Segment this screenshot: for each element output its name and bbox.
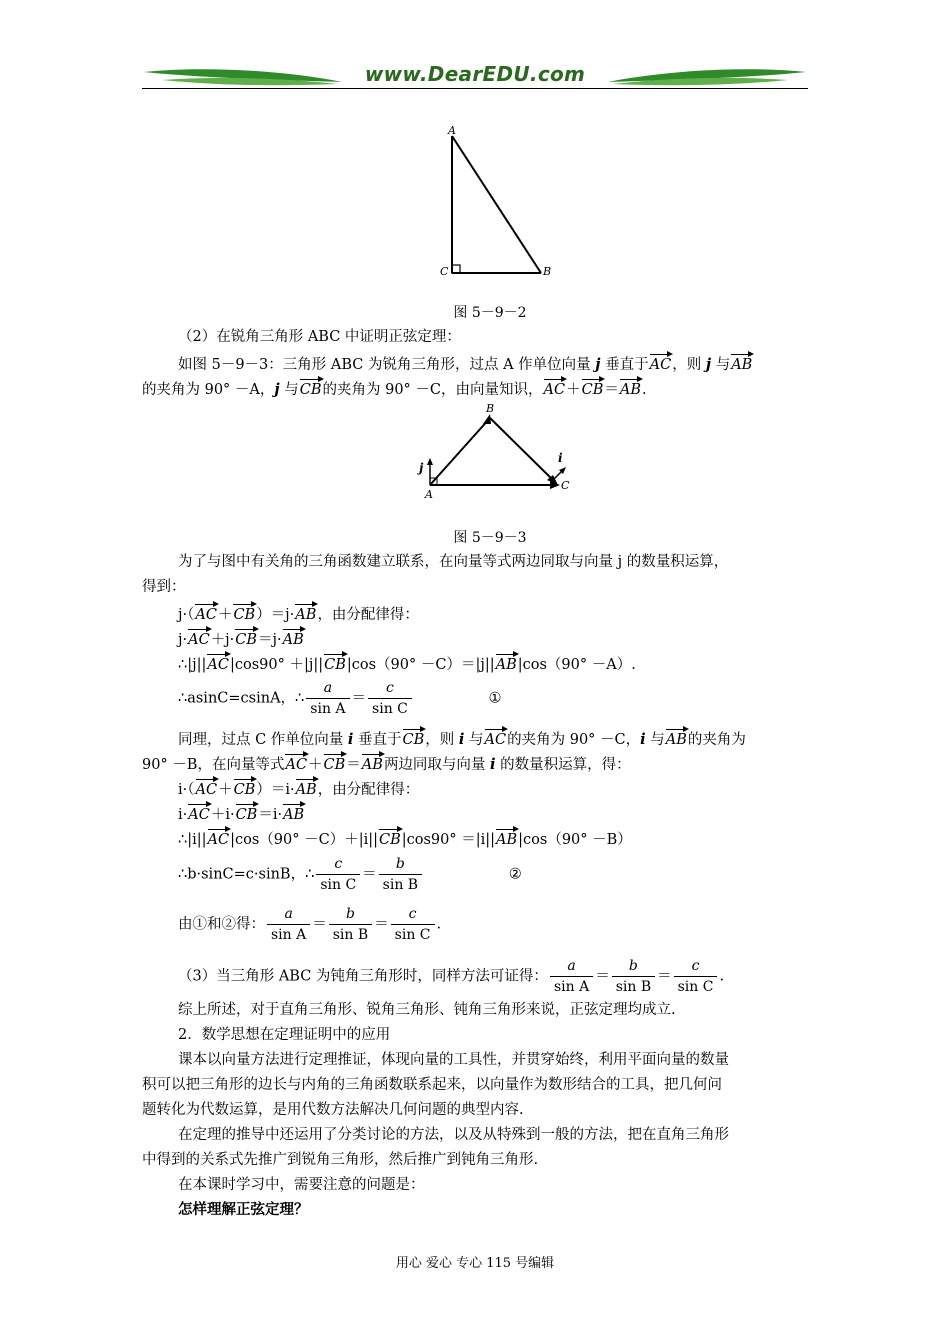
equation-line: i·AC＋i·CB＝i·AB [178, 802, 305, 825]
figure-1-caption: 图 5－9－2 [453, 305, 527, 321]
equation-line: ∴asinC=csinA，∴ $\frac{a}{\text{sin A}}$ ＝ $\frac{c}{\text{sin C}}$ ① [178, 680, 502, 717]
side-AB [452, 136, 541, 273]
arrow-head-j [427, 458, 433, 465]
vector-i-label: i [558, 451, 563, 465]
equation-line: （3）当三角形 ABC 为钝角三角形时，同样方法可证得： $\frac{a}{\text{sin A}}$ ＝ $\frac{b}{\text{sin B}}$ ＝ $\frac{c}{\text{sin C}}$ . [178, 958, 725, 995]
question-heading: 怎样理解正弦定理？ [178, 1201, 309, 1218]
equation-line: j·（AC＋CB）＝j·AB，由分配律得： [178, 602, 419, 625]
para-line: 得到： [142, 579, 186, 595]
equation-line: 由①和②得： $\frac{a}{\text{sin A}}$ ＝ $\frac{b}{\text{sin B}}$ ＝ $\frac{c}{\text{sin C}}$ . [178, 906, 442, 943]
para-line: 中得到的关系式先推广到锐角三角形，然后推广到钝角三角形. [142, 1152, 539, 1168]
para-line: 在本课时学习中，需要注意的问题是： [178, 1177, 425, 1193]
para-acute-heading: （2）在锐角三角形 ABC 中证明正弦定理： [178, 329, 461, 345]
vector-AB [430, 418, 490, 485]
section-heading: 2．数学思想在定理证明中的应用 [178, 1027, 391, 1043]
vector-j-label: j [419, 461, 424, 475]
figure-acute-triangle [415, 400, 585, 505]
para-line: 的夹角为 90° －A，j 与CB的夹角为 90° －C，由向量知识，AC＋CB＝AB. [142, 377, 647, 400]
vertex-B-label: B [543, 265, 552, 278]
para-line: 积可以把三角形的边长与内角的三角函数联系起来，以向量作为数形结合的工具，把几何问 [142, 1077, 722, 1093]
figure-2-caption: 图 5－9－3 [453, 530, 527, 546]
para-line: 如图 5－9－3：三角形 ABC 为锐角三角形，过点 A 作单位向量 j 垂直于AC，则 j 与AB [178, 352, 753, 375]
para-line: 在定理的推导中还运用了分类讨论的方法，以及从特殊到一般的方法，把在直角三角形 [178, 1127, 729, 1143]
equation-line: ∴b·sinC=c·sinB，∴ $\frac{c}{\text{sin C}}$ ＝ $\frac{b}{\text{sin B}}$ ② [178, 856, 522, 893]
para-line: 同理，过点 C 作单位向量 i 垂直于CB，则 i 与AC的夹角为 90° －C，i 与AB的夹角为 [178, 727, 746, 750]
vertex-C-label: C [561, 479, 570, 492]
equation-line: ∴|i||AC|cos（90° －C）＋|i||CB|cos90° ＝|i||AB|cos（90° －B） [178, 827, 632, 850]
vertex-A-label: A [448, 124, 456, 137]
para-line: 为了与图中有关角的三角函数建立联系，在向量等式两边同取与向量 j 的数量积运算， [178, 554, 729, 570]
site-logo-text: www.DearEDU.com [364, 62, 586, 86]
para-line: 课本以向量方法进行定理推证，体现向量的工具性，并贯穿始终，利用平面向量的数量 [178, 1052, 729, 1068]
equation-line: j·AC＋j·CB＝j·AB [178, 627, 305, 650]
para-line: 题转化为代数运算，是用代数方法解决几何问题的典型内容. [142, 1102, 524, 1118]
right-angle-mark [452, 265, 460, 273]
vertex-A-label: A [425, 488, 433, 501]
header-rule [142, 88, 808, 89]
vector-BC [490, 418, 555, 482]
page-footer: 用心 爱心 专心 115 号编辑 [395, 1256, 555, 1271]
equation-line: i·（AC＋CB）＝i·AB，由分配律得： [178, 777, 419, 800]
para-line: 综上所述，对于直角三角形、锐角三角形、钝角三角形来说，正弦定理均成立. [178, 1002, 676, 1018]
para-line: 90° －B，在向量等式AC＋CB＝AB两边同取与向量 i 的数量积运算，得： [142, 752, 631, 775]
equation-line: ∴|j||AC|cos90° ＋|j||CB|cos（90° －C）＝|j||AB|cos（90° －A）. [178, 652, 636, 675]
figure-right-triangle [430, 118, 570, 283]
vertex-C-label: C [440, 265, 449, 278]
vertex-B-label: B [486, 402, 495, 415]
